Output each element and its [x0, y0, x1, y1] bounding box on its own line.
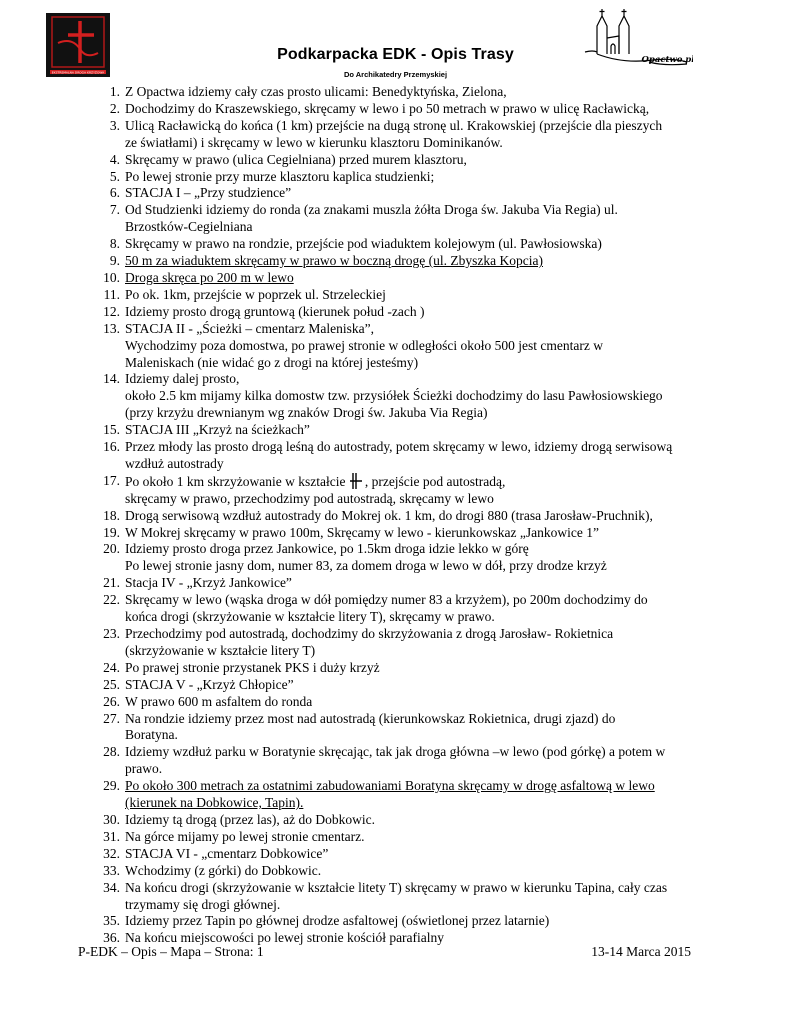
- route-step-number: 26.: [103, 693, 120, 709]
- route-step: [75, 304, 725, 321]
- route-step-line: Idziemy prosto droga przez Jankowice, po 1.5km droga idzie lekko w górę: [125, 541, 529, 557]
- route-step-number: 18.: [103, 507, 120, 523]
- route-step-line: skręcamy w prawo, przechodzimy pod autostradą, skręcamy w lewo: [125, 490, 494, 506]
- route-step-number: 1.: [109, 84, 120, 99]
- route-step-text: [125, 626, 725, 660]
- page-title: Podkarpacka EDK - Opis Trasy: [277, 46, 514, 63]
- route-step-text: [125, 152, 725, 169]
- route-step-line: STACJA II - „Ścieżki – cmentarz Maleniska”,: [125, 320, 374, 336]
- route-step-text: [125, 880, 725, 914]
- route-step: [75, 118, 725, 152]
- route-step-line: STACJA V - „Krzyż Chłopice”: [125, 676, 294, 692]
- route-step-number: 27.: [103, 710, 120, 726]
- route-step-number: 19.: [103, 524, 120, 540]
- route-step-text: [125, 660, 725, 677]
- route-step-number: 24.: [103, 659, 120, 675]
- route-step-line: Brzostków-Cegielniana: [125, 219, 253, 235]
- route-step-text: [125, 863, 725, 880]
- route-step-line: STACJA VI - „cmentarz Dobkowice”: [125, 845, 329, 861]
- route-step-number: 35.: [103, 913, 120, 929]
- route-step-line: Po lewej stronie jasny dom, numer 83, za domem droga w lewo w dół, przy drodze krzyż: [125, 558, 607, 574]
- route-step-text: [125, 541, 725, 575]
- route-step-number: 2.: [109, 100, 120, 116]
- route-step-text: [125, 371, 725, 422]
- route-step-number: 12.: [103, 303, 120, 319]
- route-step: [75, 863, 725, 880]
- route-step-line: 50 m za wiaduktem skręcamy w prawo w boczną drogę (ul. Zbyszka Kopcia): [125, 253, 543, 269]
- route-step-line: Po około 300 metrach za ostatnimi zabudowaniami Boratyna skręcamy w drogę asfaltową w lewo: [125, 778, 655, 794]
- route-step: [75, 169, 725, 186]
- footer-date: 13-14 Marca 2015: [591, 944, 691, 959]
- route-step-text: [125, 846, 725, 863]
- route-step-number: 15.: [103, 422, 120, 438]
- route-step: [75, 236, 725, 253]
- route-step-number: 36.: [103, 930, 120, 946]
- cross-logo-icon: [46, 13, 110, 77]
- route-step-text: [125, 185, 725, 202]
- route-step-text: [125, 694, 725, 711]
- route-step-text: [125, 202, 725, 236]
- route-step-number: 34.: [103, 879, 120, 895]
- route-step-text: [125, 711, 725, 745]
- route-step-line: Wychodzimy poza domostwa, po prawej stronie w odległości około 500 jest cmentarz w: [125, 337, 603, 353]
- route-step-line: Wchodzimy (z górki) do Dobkowic.: [125, 862, 322, 878]
- route-step-line: Idziemy przez Tapin po głównej drodze asfaltowej (oświetlonej przez latarnie): [125, 913, 550, 929]
- route-step-line: STACJA III „Krzyż na ścieżkach”: [125, 422, 310, 438]
- route-step-number: 9.: [109, 253, 120, 269]
- route-step-line: Idziemy wzdłuż parku w Boratynie skręcając, tak jak droga główna –w lewo (pod górkę) a potem w: [125, 744, 666, 760]
- route-step-text: [125, 913, 725, 930]
- route-step: [75, 694, 725, 711]
- route-step-line: Boratyna.: [125, 727, 178, 743]
- route-step-number: 29.: [103, 778, 120, 794]
- route-step: [75, 473, 725, 508]
- route-step-text: [125, 101, 725, 118]
- route-step-number: 11.: [103, 286, 120, 302]
- route-step-line: Po prawej stronie przystanek PKS i duży krzyż: [125, 659, 380, 675]
- route-step-number: 28.: [103, 744, 120, 760]
- route-step-text: [125, 677, 725, 694]
- route-step-number: 33.: [103, 862, 120, 878]
- route-step-number: 21.: [103, 575, 120, 591]
- route-step-number: 14.: [103, 371, 120, 387]
- route-step-line: STACJA I – „Przy studzience”: [125, 185, 292, 201]
- route-step-number: 3.: [109, 117, 120, 133]
- route-step-text: [125, 253, 725, 270]
- route-step: [75, 287, 725, 304]
- route-step: [75, 525, 725, 542]
- page-subtitle: Do Archikatedry Przemyskiej: [343, 70, 448, 79]
- route-step-line: Na końcu drogi (skrzyżowanie w kształcie litety T) skręcamy w prawo w kierunku Tapina, cały czas: [125, 879, 668, 895]
- route-step: [75, 660, 725, 677]
- route-step-line: W prawo 600 m asfaltem do ronda: [125, 693, 313, 709]
- route-step-number: 25.: [103, 676, 120, 692]
- route-step-line: Ulicą Racławicką do końca (1 km) przejście na dugą stronę ul. Krakowskiej (przejście dla pieszych: [125, 117, 663, 133]
- route-step-line: Skręcamy w lewo (wąska droga w dół pomiędzy numer 83 a krzyżem), po 200m dochodzimy do: [125, 592, 648, 608]
- route-step-number: 7.: [109, 202, 120, 218]
- route-step-number: 32.: [103, 845, 120, 861]
- route-step: [75, 152, 725, 169]
- route-step-text: [125, 525, 725, 542]
- route-step-text: [125, 169, 725, 186]
- route-step-line: końca drogi (skrzyżowanie w kształcie litery T), skręcamy w prawo.: [125, 609, 495, 625]
- route-step: [75, 575, 725, 592]
- route-step-line: Z Opactwa idziemy cały czas prosto ulicami: Benedyktyńska, Zielona,: [125, 84, 507, 99]
- route-step-line: Droga skręca po 200 m w lewo: [125, 269, 294, 285]
- route-step: [75, 711, 725, 745]
- route-step-text: [125, 473, 725, 508]
- route-step: [75, 880, 725, 914]
- route-step-line: Na końcu miejscowości po lewej stronie kościół parafialny: [125, 930, 445, 946]
- route-step-text: [125, 575, 725, 592]
- route-step-line: Przez młody las prosto drogą leśną do autostrady, potem skręcamy w lewo, idziemy drogą serwisową: [125, 439, 673, 455]
- route-step-number: 10.: [103, 269, 120, 285]
- logo-left-text: EKSTREMALNA DROGA KRZYŻOWA: [51, 70, 105, 75]
- route-step: [75, 185, 725, 202]
- route-step-text: [125, 829, 725, 846]
- route-step-line: około 2.5 km mijamy kilka domostw tzw. przysiółek Ścieżki dochodzimy do lasu Pawłosiowskiego: [125, 388, 663, 404]
- route-step-number: 31.: [103, 828, 120, 844]
- footer-page-info: P-EDK – Opis – Mapa – Strona: 1: [78, 944, 264, 959]
- route-step-number: 20.: [103, 541, 120, 557]
- route-step-line: (skrzyżowanie w kształcie litery T): [125, 642, 316, 658]
- edk-logo: [46, 13, 110, 77]
- route-step-number: 6.: [109, 185, 120, 201]
- route-step-text: [125, 778, 725, 812]
- route-step-line: Po ok. 1km, przejście w poprzek ul. Strzeleckiej: [125, 286, 386, 302]
- route-step-line: Drogą serwisową wzdłuż autostrady do Mokrej ok. 1 km, do drogi 880 (trasa Jarosław-Pruchnik),: [125, 507, 653, 523]
- route-step: [75, 829, 725, 846]
- route-step-text: [125, 508, 725, 525]
- route-step-line: W Mokrej skręcamy w prawo 100m, Skręcamy w lewo - kierunkowskaz „Jankowice 1”: [125, 524, 599, 540]
- logo-right-text: Opactwo.pl: [641, 55, 693, 65]
- route-step-text: [125, 270, 725, 287]
- route-step-text: [125, 321, 725, 372]
- route-step-line: Skręcamy w prawo na rondzie, przejście pod wiaduktem kolejowym (ul. Pawłosiowska): [125, 236, 602, 252]
- route-step-text: [125, 422, 725, 439]
- route-step: [75, 508, 725, 525]
- route-step-line: Idziemy dalej prosto,: [125, 371, 240, 387]
- route-step-number: 23.: [103, 626, 120, 641]
- route-step: [75, 846, 725, 863]
- route-step-number: 17.: [103, 472, 120, 488]
- route-step: [75, 270, 725, 287]
- route-step-number: 13.: [103, 320, 120, 336]
- route-step-line: Idziemy prosto drogą gruntową (kierunek połud -zach ): [125, 303, 425, 319]
- route-step-line: Od Studzienki idziemy do ronda (za znakami muszla żółta Droga św. Jakuba Via Regia) ul.: [125, 202, 618, 218]
- route-step-number: 8.: [109, 236, 120, 252]
- route-step-line: Przechodzimy pod autostradą, dochodzimy do skrzyżowania z drogą Jarosław- Rokietnica: [125, 626, 614, 641]
- route-step-line: Maleniskach (nie widać go z drogi na której jesteśmy): [125, 354, 419, 370]
- route-step: [75, 592, 725, 626]
- route-step-line: Skręcamy w prawo (ulica Cegielniana) przed murem klasztoru,: [125, 151, 467, 167]
- route-step-line: ze światłami) i skręcamy w lewo w kierunku klasztoru Dominikanów.: [125, 134, 503, 150]
- route-step-number: 22.: [103, 592, 120, 608]
- route-step-number: 5.: [109, 168, 120, 184]
- route-step: [75, 913, 725, 930]
- route-step: [75, 84, 725, 101]
- route-step-line: Na górce mijamy po lewej stronie cmentarz.: [125, 828, 365, 844]
- route-step-line: Dochodzimy do Kraszewskiego, skręcamy w lewo i po 50 metrach w prawo w ulicę Racławicką,: [125, 100, 650, 116]
- route-step: [75, 812, 725, 829]
- route-step-line: Po lewej stronie przy murze klasztoru kaplica studzienki;: [125, 168, 435, 184]
- route-step-text: [125, 287, 725, 304]
- route-step: [75, 321, 725, 372]
- route-step-line: Stacja IV - „Krzyż Jankowice”: [125, 575, 292, 591]
- route-step: [75, 253, 725, 270]
- route-steps-list: [75, 84, 725, 947]
- route-step: [75, 626, 725, 660]
- route-step: [75, 202, 725, 236]
- route-step-number: 4.: [109, 151, 120, 167]
- route-step-text: [125, 118, 725, 152]
- route-step: [75, 101, 725, 118]
- route-step: [75, 677, 725, 694]
- route-step-text: [125, 236, 725, 253]
- route-step: [75, 422, 725, 439]
- route-step-text: [125, 592, 725, 626]
- route-step-text: [125, 84, 725, 101]
- route-step: [75, 778, 725, 812]
- route-step: [75, 744, 725, 778]
- route-step-line: Idziemy tą drogą (przez las), aż do Dobkowic.: [125, 811, 376, 827]
- route-step-line: (przy krzyżu drewnianym wg znaków Drogi św. Jakuba Via Regia): [125, 405, 488, 421]
- route-step-text: [125, 744, 725, 778]
- route-step-text: [125, 812, 725, 829]
- route-step: [75, 541, 725, 575]
- route-step-number: 16.: [103, 439, 120, 455]
- route-step: [75, 371, 725, 422]
- route-step-line: Na rondzie idziemy przez most nad autostradą (kierunkowskaz Rokietnica, drugi zjazd) do: [125, 710, 616, 726]
- junction-cross-icon: [350, 473, 364, 489]
- route-step-line: Po około 1 km skrzyżowanie w kształcie , przejście pod autostradą,: [125, 473, 506, 489]
- route-step: [75, 439, 725, 473]
- route-step-text: [125, 439, 725, 473]
- route-step-line: prawo.: [125, 761, 163, 777]
- route-step-line: wzdłuż autostrady: [125, 455, 224, 471]
- route-step-number: 30.: [103, 811, 120, 827]
- route-step-text: [125, 304, 725, 321]
- route-step-line: trzymamy się drogi głównej.: [125, 896, 281, 912]
- route-step-line: (kierunek na Dobkowice, Tapin).: [125, 795, 304, 811]
